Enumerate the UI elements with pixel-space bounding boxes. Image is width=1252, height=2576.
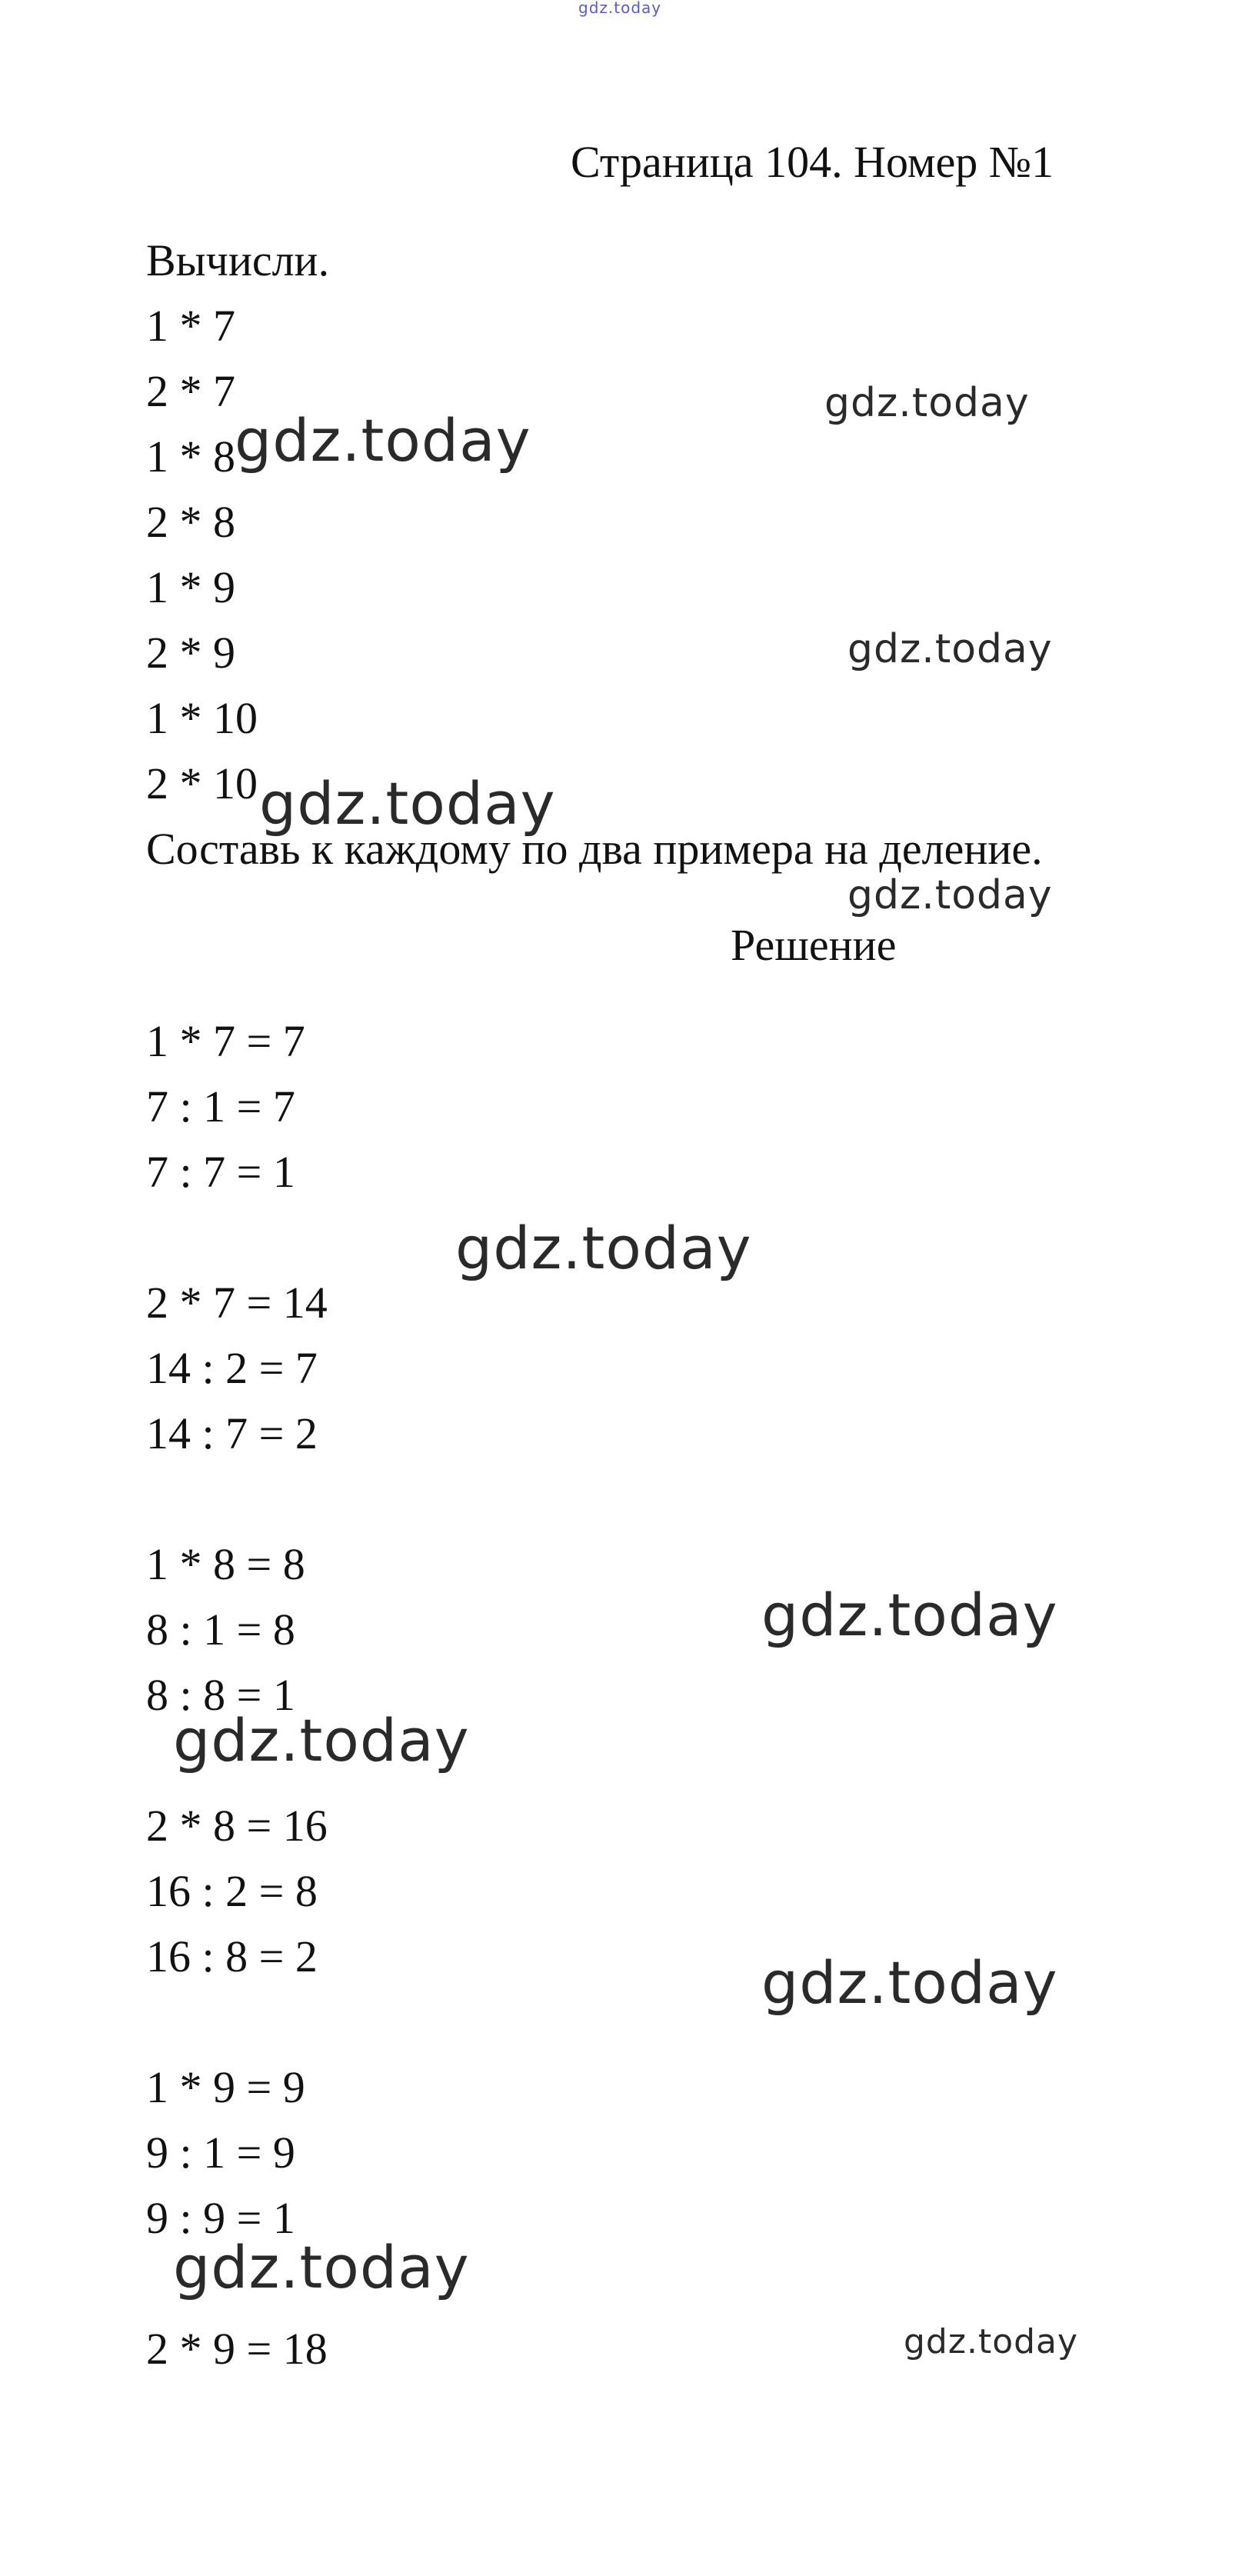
example-line: 1 * 7: [146, 301, 235, 351]
solution-line: 7 : 1 = 7: [146, 1081, 295, 1131]
watermark: gdz.today: [235, 406, 531, 475]
solution-line: 2 * 9 = 18: [146, 2324, 328, 2374]
solution-line: 9 : 9 = 1: [146, 2193, 295, 2243]
task-assignment: Составь к каждому по два примера на деление.: [146, 824, 1043, 874]
example-line: 2 * 7: [146, 366, 235, 416]
solution-line: 14 : 2 = 7: [146, 1343, 318, 1393]
example-line: 2 * 8: [146, 497, 235, 547]
watermark: gdz.today: [173, 2233, 470, 2301]
solution-line: 14 : 7 = 2: [146, 1408, 318, 1458]
solution-line: 9 : 1 = 9: [146, 2128, 295, 2178]
watermark: gdz.today: [847, 626, 1053, 672]
watermark: gdz.today: [259, 769, 556, 838]
solution-line: 2 * 7 = 14: [146, 1278, 328, 1328]
solution-line: 16 : 8 = 2: [146, 1931, 318, 1981]
watermark: gdz.today: [761, 1581, 1058, 1649]
watermark: gdz.today: [824, 380, 1030, 426]
watermark: gdz.today: [455, 1214, 752, 1282]
solution-line: 7 : 7 = 1: [146, 1147, 295, 1197]
solution-line: 1 * 9 = 9: [146, 2062, 305, 2112]
watermark: gdz.today: [904, 2322, 1079, 2361]
watermark: gdz.today: [847, 872, 1053, 918]
watermark: gdz.today: [173, 1706, 470, 1775]
watermark: gdz.today: [761, 1948, 1058, 2017]
example-line: 2 * 9: [146, 628, 235, 678]
example-line: 1 * 10: [146, 693, 258, 743]
example-line: 2 * 10: [146, 758, 258, 808]
solution-line: 1 * 7 = 7: [146, 1016, 305, 1066]
solution-line: 2 * 8 = 16: [146, 1801, 328, 1851]
solution-line: 8 : 1 = 8: [146, 1605, 295, 1655]
solution-line: 16 : 2 = 8: [146, 1866, 318, 1916]
watermark-top: gdz.today: [578, 0, 662, 17]
example-line: 1 * 8: [146, 432, 235, 482]
example-line: 1 * 9: [146, 562, 235, 612]
solution-heading: Решение: [731, 920, 897, 970]
task-instruction: Вычисли.: [146, 235, 330, 285]
solution-line: 8 : 8 = 1: [146, 1670, 295, 1720]
solution-line: 1 * 8 = 8: [146, 1539, 305, 1589]
page-title: Страница 104. Номер №1: [571, 137, 1054, 187]
